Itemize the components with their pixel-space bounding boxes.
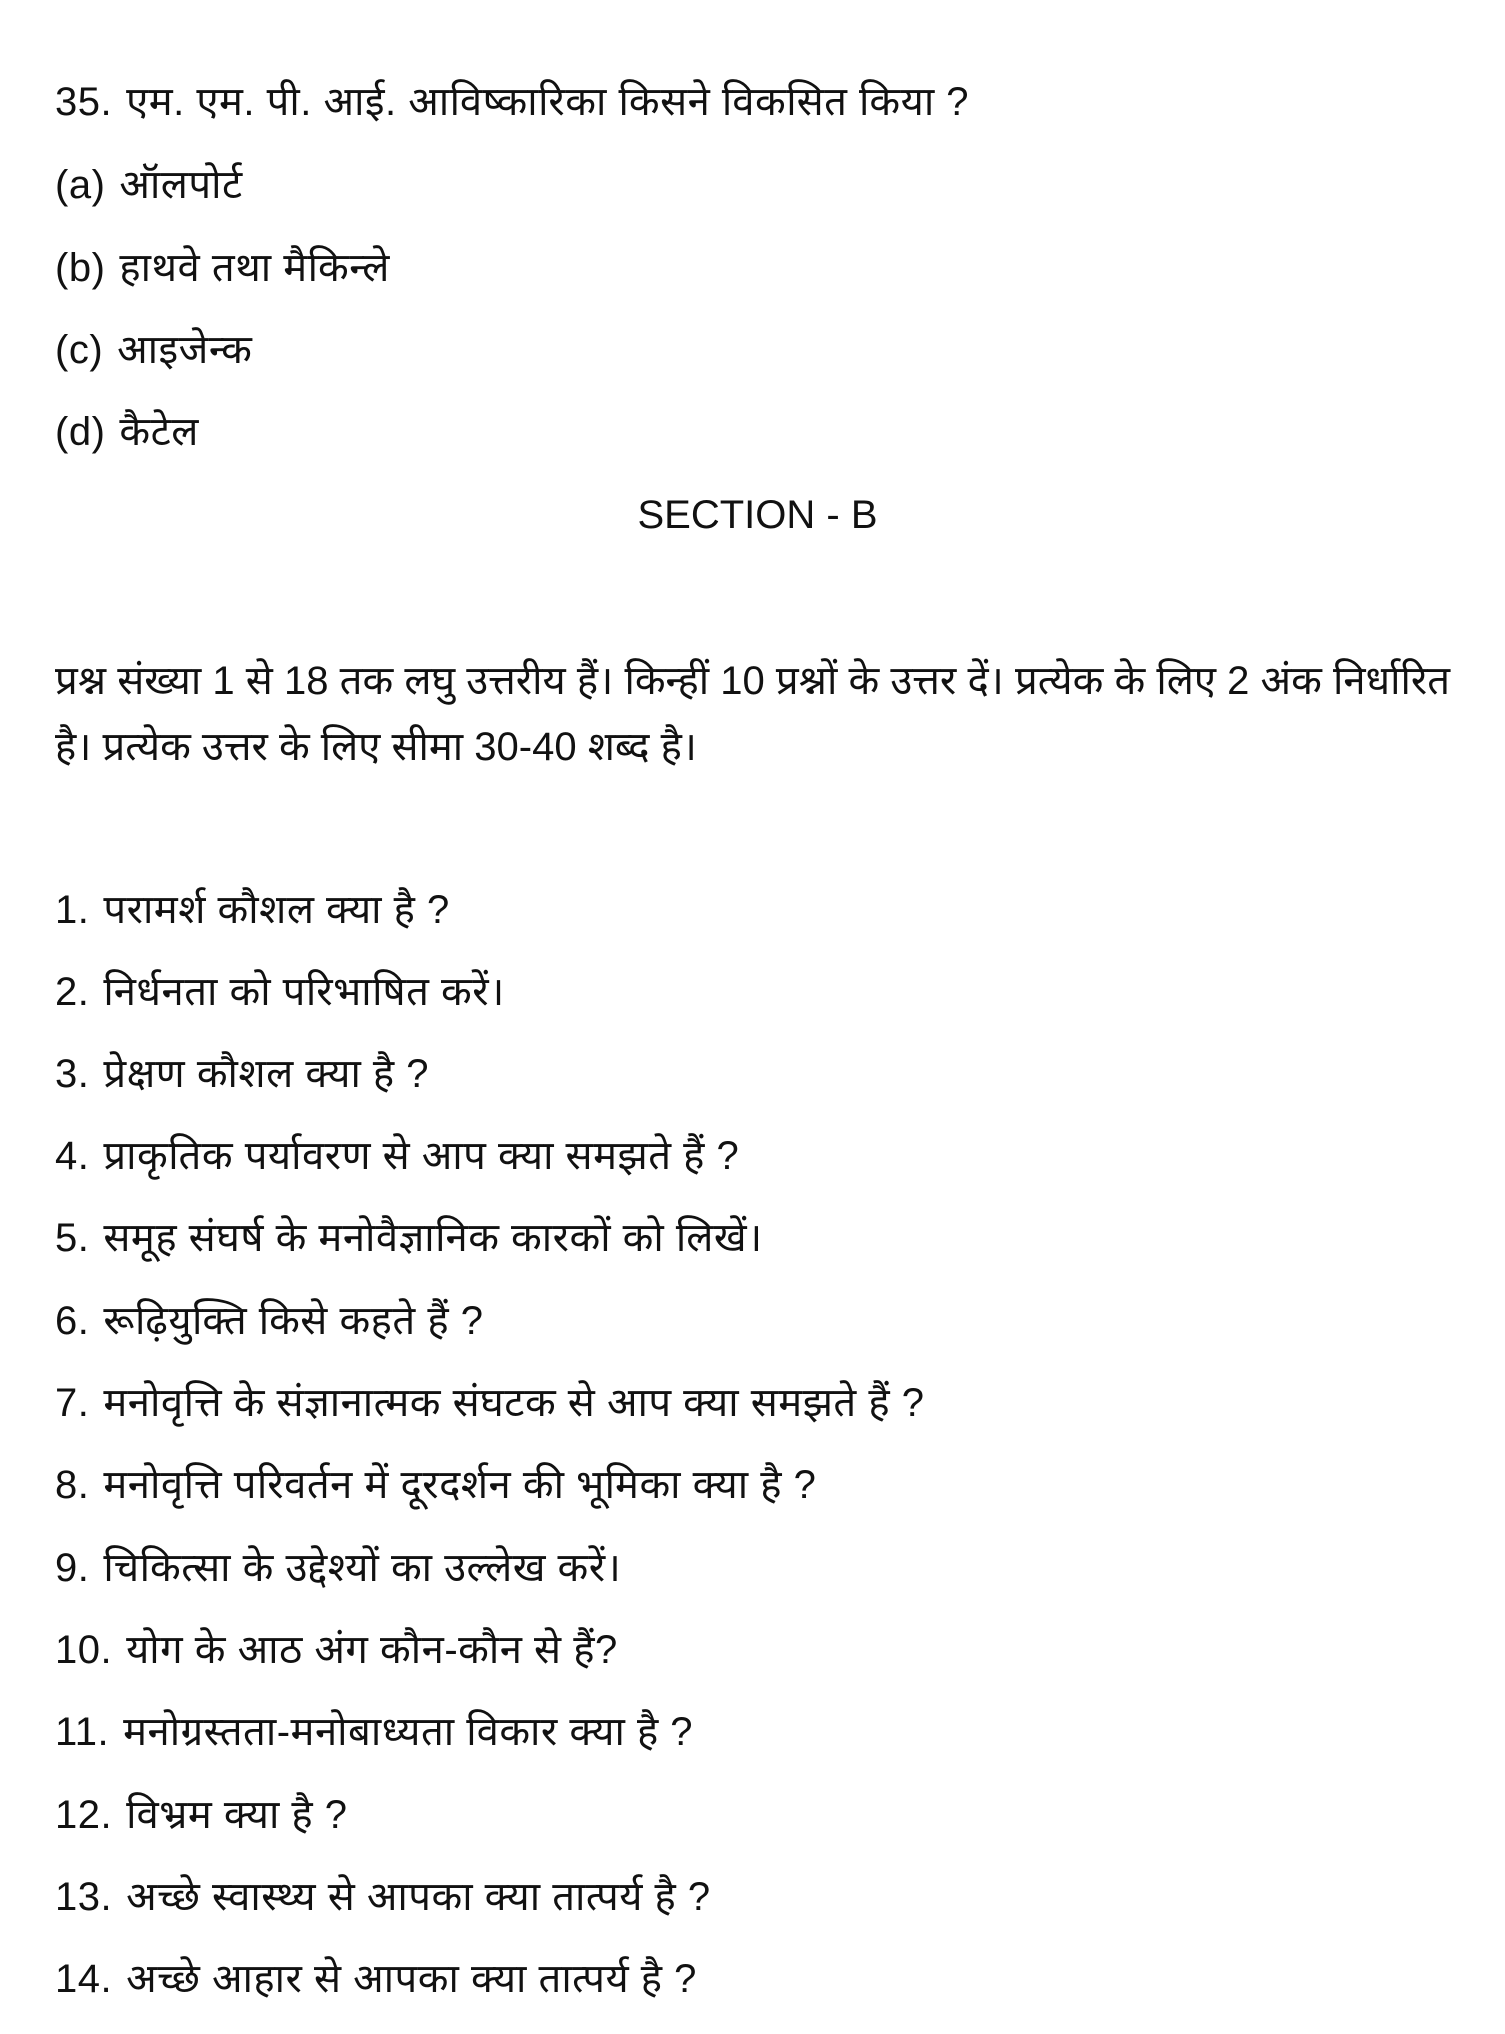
question-number: 4. xyxy=(55,1134,90,1178)
option-label: (b) xyxy=(55,246,106,290)
option-text: आइजेन्क xyxy=(117,328,253,372)
option-text: ऑलपोर्ट xyxy=(119,163,243,207)
option-a xyxy=(55,157,243,213)
question-number: 2. xyxy=(55,970,90,1014)
question-text: परामर्श कौशल क्या है ? xyxy=(103,888,450,932)
question-3 xyxy=(55,1046,429,1102)
question-text: मनोवृत्ति परिवर्तन में दूरदर्शन की भूमिका क्या है ? xyxy=(103,1463,817,1507)
question-text: अच्छे आहार से आपका क्या तात्पर्य है ? xyxy=(126,1957,697,2001)
question-number: 1. xyxy=(55,888,90,932)
question-number: 5. xyxy=(55,1216,90,1260)
question-8 xyxy=(55,1457,816,1513)
question-text: समूह संघर्ष के मनोवैज्ञानिक कारकों को लिखें। xyxy=(103,1216,763,1260)
question-number: 9. xyxy=(55,1546,90,1590)
option-label: (c) xyxy=(55,328,104,372)
question-number: 11. xyxy=(55,1710,110,1754)
question-number: 14. xyxy=(55,1957,113,2001)
question-text: योग के आठ अंग कौन-कौन से हैं? xyxy=(126,1628,618,1672)
question-14 xyxy=(55,1951,697,2007)
option-b xyxy=(55,240,390,296)
option-label: (a) xyxy=(55,163,106,207)
question-text: विभ्रम क्या है ? xyxy=(126,1793,348,1837)
section-b-title: SECTION - B xyxy=(637,493,878,537)
question-9 xyxy=(55,1540,621,1596)
question-text: प्रेक्षण कौशल क्या है ? xyxy=(103,1052,430,1096)
question-text: मनोवृत्ति के संज्ञानात्मक संघटक से आप क्या समझते हैं ? xyxy=(103,1381,925,1425)
question-7 xyxy=(55,1375,924,1431)
question-number: 7. xyxy=(55,1381,90,1425)
question-number: 8. xyxy=(55,1463,90,1507)
question-text: मनोग्रस्तता-मनोबाध्यता विकार क्या है ? xyxy=(123,1710,694,1754)
question-4 xyxy=(55,1128,739,1184)
option-text: कैटेल xyxy=(119,410,199,454)
question-2 xyxy=(55,964,505,1020)
question-11 xyxy=(55,1704,693,1760)
question-number: 13. xyxy=(55,1875,113,1919)
question-1 xyxy=(55,882,450,938)
question-13 xyxy=(55,1869,711,1925)
question-number: 35. xyxy=(55,80,113,124)
question-35 xyxy=(55,74,969,130)
question-text: रूढ़ियुक्ति किसे कहते हैं ? xyxy=(103,1299,484,1343)
question-text: चिकित्सा के उद्देश्यों का उल्लेख करें। xyxy=(103,1546,622,1590)
option-text: हाथवे तथा मैकिन्ले xyxy=(119,246,390,290)
question-text: निर्धनता को परिभाषित करें। xyxy=(103,970,505,1014)
question-text: एम. एम. पी. आई. आविष्कारिका किसने विकसित किया ? xyxy=(126,80,970,124)
question-6 xyxy=(55,1293,483,1349)
question-number: 10. xyxy=(55,1628,113,1672)
option-c xyxy=(55,322,252,378)
question-12 xyxy=(55,1787,348,1843)
option-d xyxy=(55,404,199,460)
question-10 xyxy=(55,1622,618,1678)
question-5 xyxy=(55,1210,763,1266)
section-b-instructions: प्रश्न संख्या 1 से 18 तक लघु उत्तरीय हैं। किन्हीं 10 प्रश्नों के उत्तर दें। प्रत्येक के लिए 2 अंक निर्धारित है। प्रत्येक उत्तर के लिए सीमा 30-40 शब्द है। xyxy=(55,659,1450,769)
question-number: 3. xyxy=(55,1052,90,1096)
option-label: (d) xyxy=(55,410,106,454)
question-text: अच्छे स्वास्थ्य से आपका क्या तात्पर्य है ? xyxy=(126,1875,711,1919)
question-number: 6. xyxy=(55,1299,90,1343)
question-text: प्राकृतिक पर्यावरण से आप क्या समझते हैं ? xyxy=(103,1134,740,1178)
question-number: 12. xyxy=(55,1793,113,1837)
